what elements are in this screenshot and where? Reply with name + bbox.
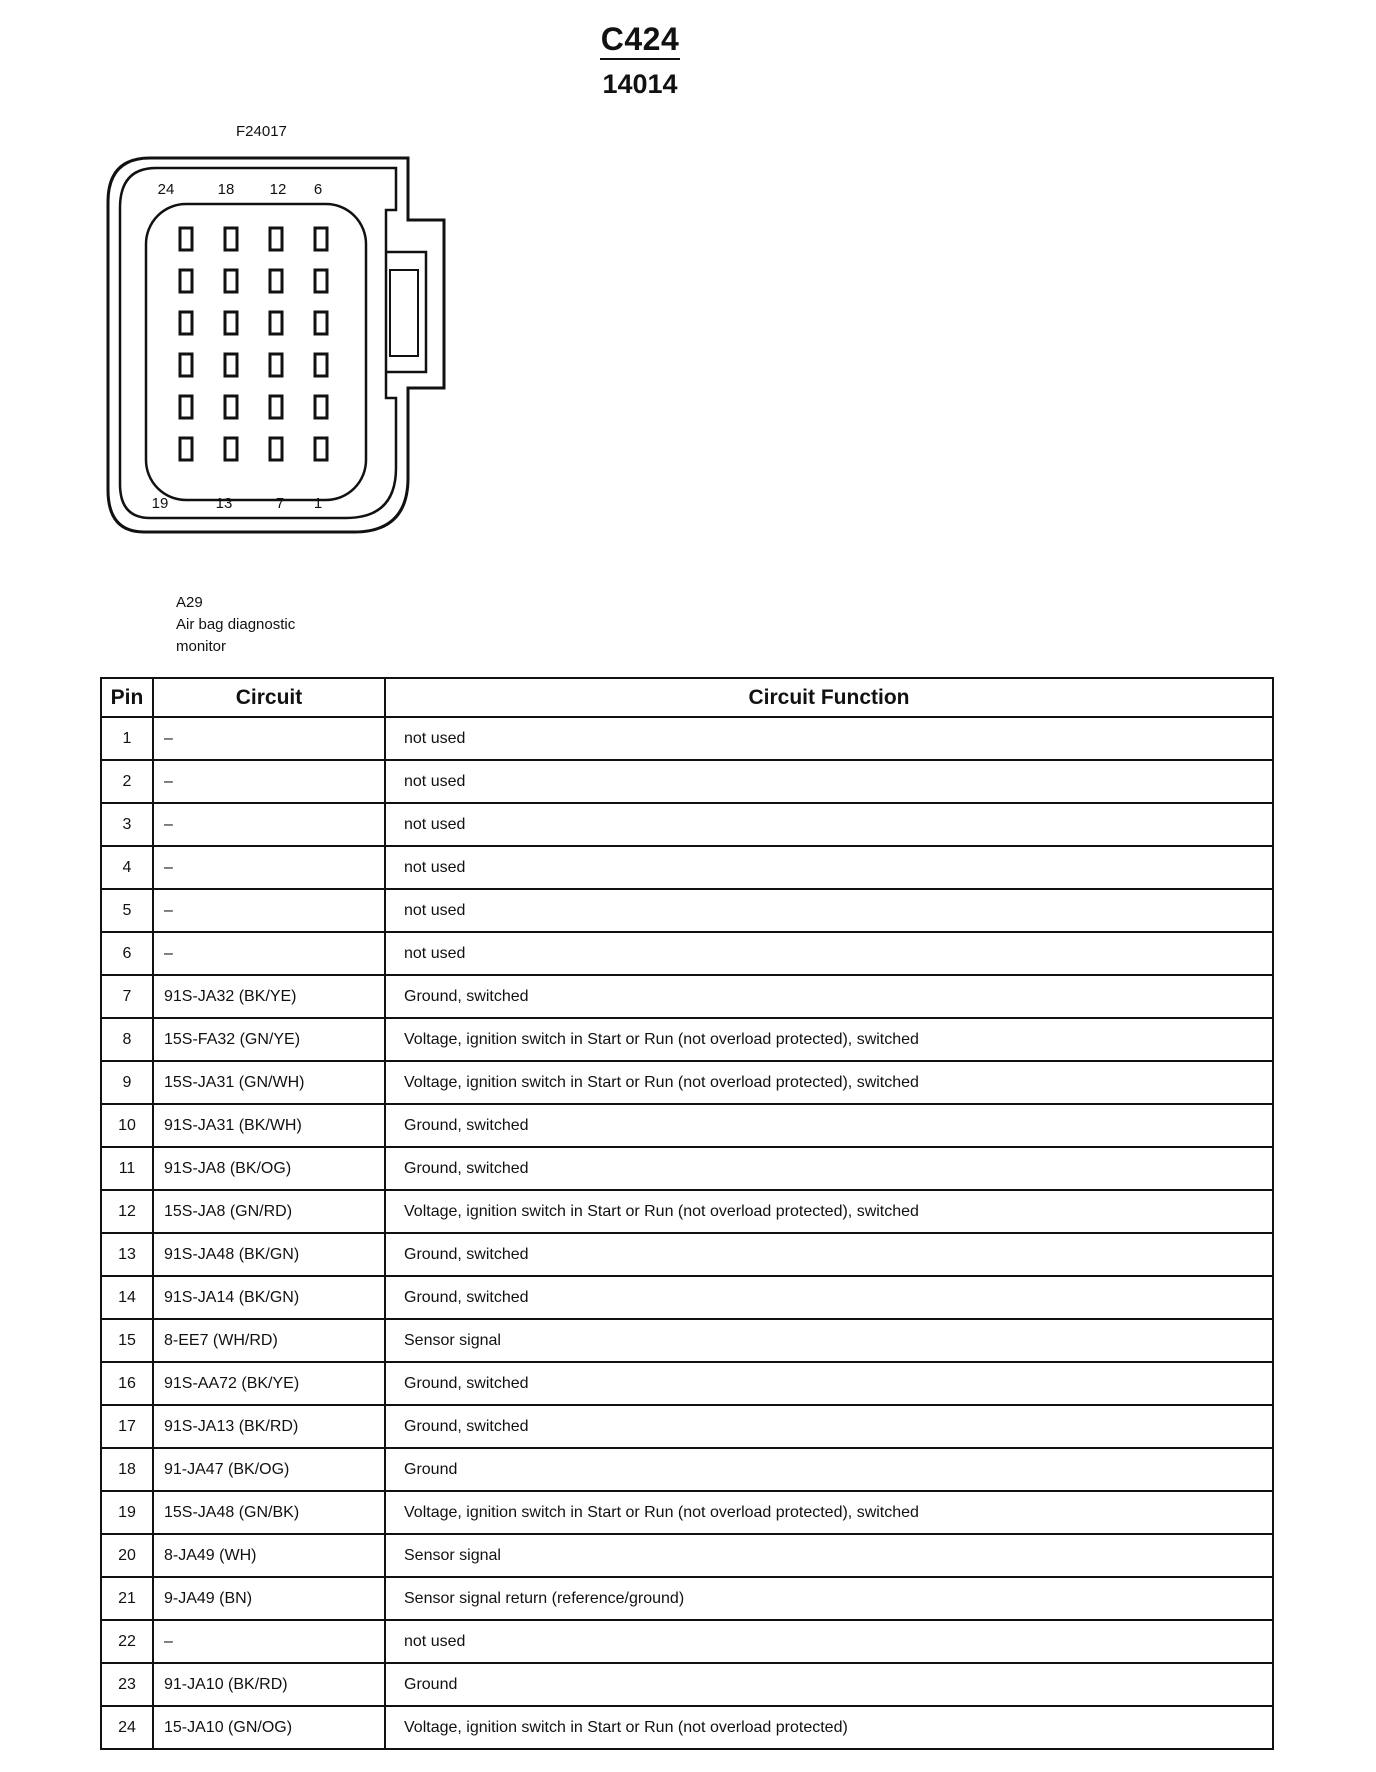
table-row [101,803,1273,846]
pin-cell: 15 [101,1319,153,1362]
table-row [101,889,1273,932]
table-row [101,717,1273,760]
circuit-cell: – [153,717,385,760]
function-cell: not used [385,1620,1273,1663]
pin-label-7: 7 [275,495,285,512]
title-underline [600,58,680,60]
function-cell: Ground, switched [385,1276,1273,1319]
pin-cell: 20 [101,1534,153,1577]
pin-cell: 23 [101,1663,153,1706]
table-row [101,1405,1273,1448]
pin-label-6: 6 [313,181,323,198]
pin-cavity [180,312,192,334]
pin-cell: 21 [101,1577,153,1620]
table-row [101,1534,1273,1577]
pin-cavity [180,396,192,418]
pin-cell: 9 [101,1061,153,1104]
circuit-cell: 15-JA10 (GN/OG) [153,1706,385,1749]
pin-cell: 10 [101,1104,153,1147]
pin-label-18: 18 [217,181,235,198]
pin-cell: 22 [101,1620,153,1663]
function-cell: not used [385,846,1273,889]
circuit-cell: 91S-JA14 (BK/GN) [153,1276,385,1319]
pin-cell: 17 [101,1405,153,1448]
function-cell: not used [385,932,1273,975]
circuit-cell: – [153,803,385,846]
table-row [101,1190,1273,1233]
function-cell: not used [385,803,1273,846]
function-cell: Ground [385,1663,1273,1706]
table-row [101,1706,1273,1749]
pin-cell: 11 [101,1147,153,1190]
table-row [101,932,1273,975]
function-cell: Sensor signal [385,1319,1273,1362]
pin-cell: 1 [101,717,153,760]
function-cell: Ground, switched [385,1147,1273,1190]
pin-cavity [225,228,237,250]
table-row [101,1663,1273,1706]
circuit-cell: 9-JA49 (BN) [153,1577,385,1620]
circuit-cell: – [153,1620,385,1663]
pin-cavity [315,396,327,418]
circuit-cell: 91S-JA8 (BK/OG) [153,1147,385,1190]
pin-cell: 6 [101,932,153,975]
pin-cavity [270,312,282,334]
table-row [101,1018,1273,1061]
pin-cell: 4 [101,846,153,889]
function-cell: Ground, switched [385,1405,1273,1448]
pin-cavity [225,438,237,460]
table-row [101,1147,1273,1190]
table-row [101,1362,1273,1405]
connector-title: C424 [600,21,680,57]
table-row [101,1577,1273,1620]
function-cell: Ground [385,1448,1273,1491]
pin-cavity [180,228,192,250]
circuit-cell: 15S-JA31 (GN/WH) [153,1061,385,1104]
figure-id: F24017 [236,123,287,140]
table-row [101,1620,1273,1663]
pin-cavity [315,228,327,250]
function-cell: Voltage, ignition switch in Start or Run (not overload protected) [385,1706,1273,1749]
circuit-cell: 91-JA47 (BK/OG) [153,1448,385,1491]
connector-subtitle: 14014 [602,69,678,99]
pinout-table [100,677,1274,1750]
circuit-cell: 91S-JA13 (BK/RD) [153,1405,385,1448]
circuit-cell: 91S-JA32 (BK/YE) [153,975,385,1018]
circuit-cell: 91S-JA48 (BK/GN) [153,1233,385,1276]
pin-cell: 12 [101,1190,153,1233]
module-code: A29 [176,594,203,611]
circuit-cell: 15S-JA48 (GN/BK) [153,1491,385,1534]
circuit-cell: 8-JA49 (WH) [153,1534,385,1577]
pin-cavity [315,354,327,376]
table-row [101,1061,1273,1104]
table-row [101,1319,1273,1362]
function-cell: Voltage, ignition switch in Start or Run (not overload protected), switched [385,1018,1273,1061]
function-cell: not used [385,717,1273,760]
pin-cavity [180,438,192,460]
pin-cavity [225,270,237,292]
pin-label-12: 12 [269,181,287,198]
table-header-row [101,678,1273,717]
pin-cavity [180,354,192,376]
pin-cavity [225,354,237,376]
function-cell: Ground, switched [385,1104,1273,1147]
table-row [101,1104,1273,1147]
circuit-cell: – [153,760,385,803]
circuit-cell: 15S-JA8 (GN/RD) [153,1190,385,1233]
pin-cell: 24 [101,1706,153,1749]
table-row [101,846,1273,889]
connector-face-diagram [100,150,460,550]
circuit-cell: 15S-FA32 (GN/YE) [153,1018,385,1061]
pin-cell: 18 [101,1448,153,1491]
pin-cavity [315,270,327,292]
header-function: Circuit Function [385,678,1273,717]
function-cell: Voltage, ignition switch in Start or Run (not overload protected), switched [385,1190,1273,1233]
pin-cavity [315,438,327,460]
function-cell: Ground, switched [385,975,1273,1018]
function-cell: Ground, switched [385,1233,1273,1276]
pin-cell: 13 [101,1233,153,1276]
header-pin: Pin [101,678,153,717]
pin-cavity [270,270,282,292]
pin-cavity [270,396,282,418]
circuit-cell: 8-EE7 (WH/RD) [153,1319,385,1362]
connector-latch-inner [390,270,418,356]
pin-cavity [270,228,282,250]
pin-cavity [225,396,237,418]
module-name-line1: Air bag diagnostic [176,616,296,633]
table-row [101,975,1273,1018]
pin-cell: 5 [101,889,153,932]
pin-cell: 8 [101,1018,153,1061]
pin-label-1: 1 [313,495,323,512]
pin-cell: 16 [101,1362,153,1405]
pin-cavity [225,312,237,334]
pin-cell: 19 [101,1491,153,1534]
table-row [101,1233,1273,1276]
pin-cell: 7 [101,975,153,1018]
pin-cavity [270,438,282,460]
pin-cavity [270,354,282,376]
circuit-cell: – [153,889,385,932]
pin-grid [180,228,327,460]
circuit-cell: 91S-JA31 (BK/WH) [153,1104,385,1147]
function-cell: Ground, switched [385,1362,1273,1405]
circuit-cell: – [153,932,385,975]
table-row [101,1448,1273,1491]
circuit-cell: 91S-AA72 (BK/YE) [153,1362,385,1405]
pin-cavity [180,270,192,292]
pin-cell: 2 [101,760,153,803]
circuit-cell: 91-JA10 (BK/RD) [153,1663,385,1706]
pin-cell: 3 [101,803,153,846]
pin-label-19: 19 [151,495,169,512]
function-cell: not used [385,889,1273,932]
function-cell: Voltage, ignition switch in Start or Run (not overload protected), switched [385,1061,1273,1104]
pin-label-13: 13 [215,495,233,512]
table-row [101,760,1273,803]
module-label [176,592,295,658]
pin-cell: 14 [101,1276,153,1319]
pin-cavity [315,312,327,334]
function-cell: Sensor signal return (reference/ground) [385,1577,1273,1620]
table-row [101,1491,1273,1534]
module-name-line2: monitor [176,638,227,655]
function-cell: Sensor signal [385,1534,1273,1577]
function-cell: not used [385,760,1273,803]
function-cell: Voltage, ignition switch in Start or Run (not overload protected), switched [385,1491,1273,1534]
connector-inner-shell [120,168,396,518]
circuit-cell: – [153,846,385,889]
pin-label-24: 24 [157,181,175,198]
header-circuit: Circuit [153,678,385,717]
table-row [101,1276,1273,1319]
